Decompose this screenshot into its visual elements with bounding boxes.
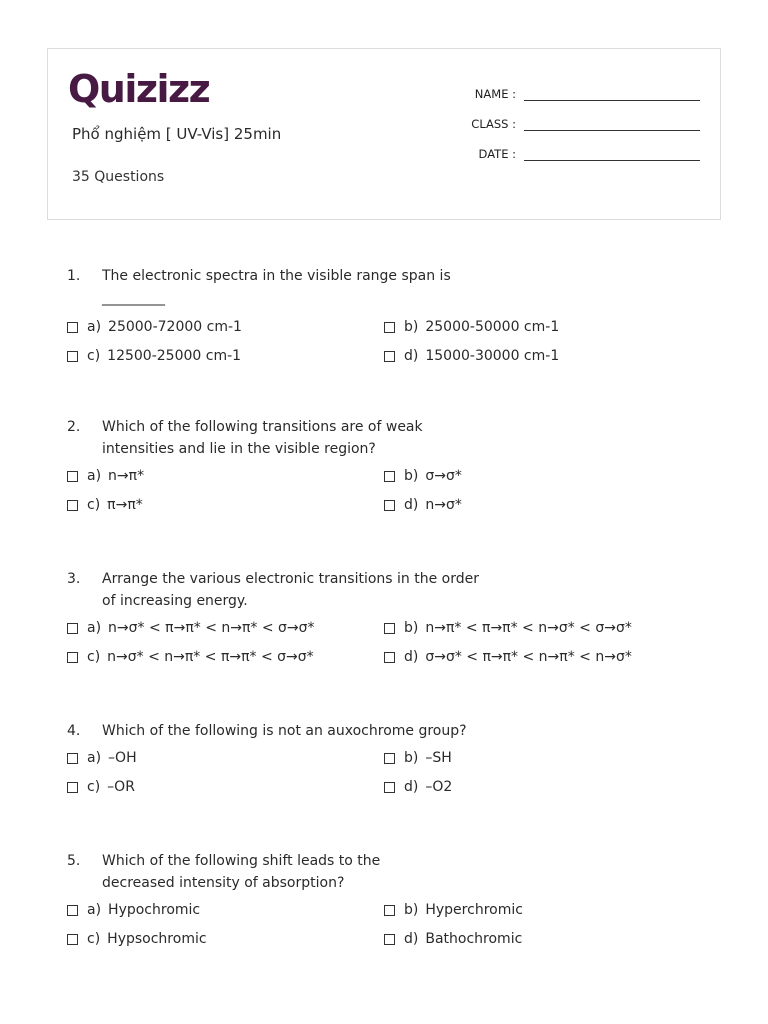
checkbox-icon[interactable] [67,934,78,945]
option-text: 12500-25000 cm-1 [107,348,242,364]
option-text: Bathochromic [425,931,523,947]
option-letter: a) [87,902,102,918]
checkbox-icon[interactable] [384,905,395,916]
option-letter: b) [404,750,419,766]
checkbox-icon[interactable] [384,500,395,511]
option-letter: d) [404,348,419,364]
option-text: n→π* [108,468,145,484]
checkbox-icon[interactable] [384,623,395,634]
option-d[interactable] [384,346,559,366]
class-field [458,111,700,131]
question-number: 5. [67,853,81,869]
question-number: 2. [67,419,81,435]
checkbox-icon[interactable] [384,753,395,764]
option-letter: b) [404,319,419,335]
option-letter: a) [87,319,102,335]
option-text: Hyperchromic [425,902,523,918]
option-text: σ→σ* < π→π* < n→π* < n→σ* [425,649,632,665]
option-letter: d) [404,931,419,947]
option-text: 25000-72000 cm-1 [108,319,242,335]
option-letter: c) [87,779,101,795]
option-letter: a) [87,468,102,484]
question-count: 35 Questions [72,169,165,185]
checkbox-icon[interactable] [67,623,78,634]
question-3 [67,568,707,665]
option-c[interactable] [67,647,314,667]
option-letter: a) [87,620,102,636]
quizizz-logo: Quizizz [68,67,210,111]
question-2 [67,416,707,513]
option-letter: b) [404,468,419,484]
date-field [458,141,700,161]
date-field-line[interactable] [524,150,700,161]
question-number: 4. [67,723,81,739]
option-d[interactable] [384,647,632,667]
option-b[interactable] [384,748,452,768]
question-1 [67,265,707,364]
option-letter: c) [87,931,101,947]
option-text: σ→σ* [425,468,462,484]
option-a[interactable] [67,466,144,486]
checkbox-icon[interactable] [67,782,78,793]
option-text: n→σ* [425,497,462,513]
option-letter: c) [87,348,101,364]
quiz-title: Phổ nghiệm [ UV-Vis] 25min [72,125,282,143]
date-field-label: DATE : [478,147,516,161]
option-text: n→σ* < π→π* < n→π* < σ→σ* [108,620,315,636]
question-5 [67,850,707,947]
option-text: Hypsochromic [107,931,207,947]
option-b[interactable] [384,618,632,638]
name-field-label: NAME : [474,87,516,101]
name-field-line[interactable] [524,90,700,101]
checkbox-icon[interactable] [384,322,395,333]
option-c[interactable] [67,777,135,797]
checkbox-icon[interactable] [67,905,78,916]
option-text: 15000-30000 cm-1 [425,348,560,364]
option-d[interactable] [384,929,522,949]
option-b[interactable] [384,466,462,486]
option-a[interactable] [67,317,242,337]
option-a[interactable] [67,618,315,638]
option-letter: d) [404,497,419,513]
checkbox-icon[interactable] [67,471,78,482]
option-letter: a) [87,750,102,766]
option-text: –SH [425,750,452,766]
option-letter: d) [404,649,419,665]
checkbox-icon[interactable] [67,500,78,511]
question-text: Arrange the various electronic transitions in the order of increasing energy. [102,571,480,609]
option-text: –OH [108,750,137,766]
checkbox-icon[interactable] [384,934,395,945]
checkbox-icon[interactable] [67,753,78,764]
question-text: Which of the following shift leads to the decreased intensity of absorption? [102,853,381,891]
option-text: n→σ* < n→π* < π→π* < σ→σ* [107,649,314,665]
option-letter: b) [404,620,419,636]
option-letter: b) [404,902,419,918]
question-text: Which of the following transitions are of weak intensities and lie in the visible region? [102,419,423,457]
class-field-line[interactable] [524,120,700,131]
option-c[interactable] [67,929,207,949]
checkbox-icon[interactable] [384,782,395,793]
checkbox-icon[interactable] [67,351,78,362]
worksheet-header [47,48,721,220]
checkbox-icon[interactable] [67,322,78,333]
option-text: 25000-50000 cm-1 [425,319,560,335]
option-c[interactable] [67,495,143,515]
checkbox-icon[interactable] [384,652,395,663]
question-4 [67,720,707,795]
question-number: 3. [67,571,81,587]
class-field-label: CLASS : [471,117,516,131]
option-letter: d) [404,779,419,795]
option-letter: c) [87,497,101,513]
question-number: 1. [67,268,81,284]
checkbox-icon[interactable] [67,652,78,663]
option-text: Hypochromic [108,902,201,918]
option-b[interactable] [384,317,559,337]
name-field [458,81,700,101]
option-text: –O2 [425,779,453,795]
option-text: π→π* [107,497,143,513]
option-c[interactable] [67,346,241,366]
option-b[interactable] [384,900,523,920]
question-text: Which of the following is not an auxochrome group? [102,723,467,739]
option-d[interactable] [384,495,462,515]
question-text: The electronic spectra in the visible range span is _________ [102,268,451,306]
option-a[interactable] [67,900,200,920]
option-text: n→π* < π→π* < n→σ* < σ→σ* [425,620,632,636]
option-letter: c) [87,649,101,665]
checkbox-icon[interactable] [384,471,395,482]
option-d[interactable] [384,777,452,797]
option-text: –OR [107,779,135,795]
checkbox-icon[interactable] [384,351,395,362]
option-a[interactable] [67,748,137,768]
